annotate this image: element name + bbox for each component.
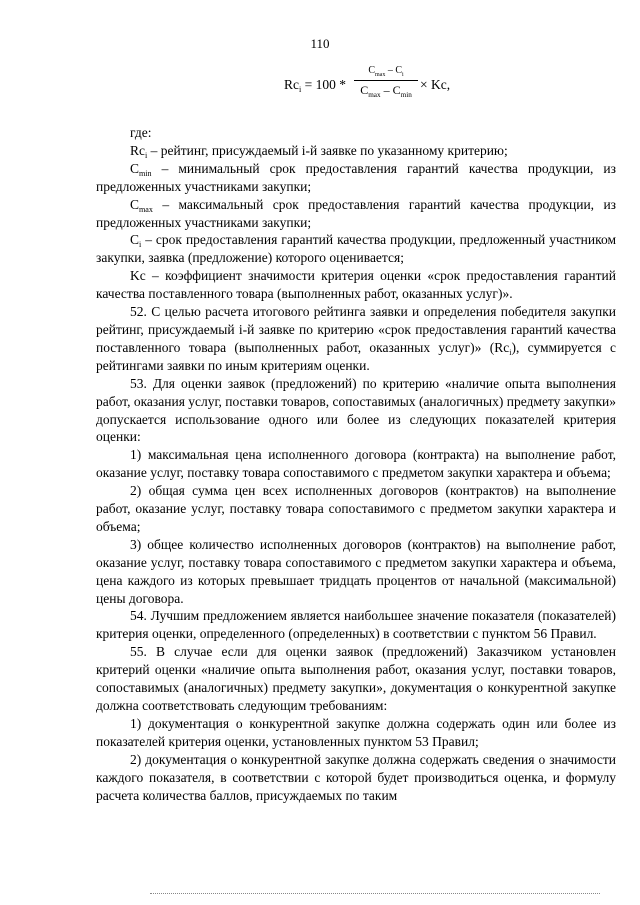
document-body — [96, 124, 616, 804]
scan-edge-line — [150, 893, 600, 894]
definition-rci: $Rc_i$ – рейтинг, присуждаемый i-й заявке по указанному критерию; — [130, 142, 508, 160]
paragraph-53-item-1: 1) максимальная цена исполненного договора (контракта) на выполнение работ, оказание услуг, поставку товара сопоставимого с предметом закупки характера и объема; — [96, 447, 616, 481]
formula-lhs: $Rc_i = 100$ * — [284, 77, 346, 94]
page-number: 110 — [310, 36, 330, 51]
formula-fraction — [354, 64, 418, 97]
rating-formula — [284, 64, 454, 104]
formula-rhs: × Kc, — [420, 77, 451, 92]
paragraph-55-item-1: 1) документация о конкурентной закупке должна содержать один или более из показателей критерия оценки, установленных пунктом 53 Правил; — [96, 715, 616, 749]
where-label: где: — [130, 125, 152, 140]
paragraph-53-item-3: 3) общее количество исполненных договоров (контрактов) на выполнение работ, оказание услуг, поставку товара сопоставимого с предметом закупки характера и объема, цена каждого из которых превышает тридцать процентов от начальной (максимальной) цены договора. — [96, 536, 616, 606]
paragraph-55: 55. В случае если для оценки заявок (предложений) Заказчиком установлен критерий оценки «наличие опыта выполнения работ, оказания услуг, поставки товаров, сопоставимых (аналогичных) предмету закупки», документация о конкурентной закупке должна соответствовать следующим требованиям: — [96, 644, 616, 713]
formula-numerator: $C_{max} - C_i$ — [368, 65, 404, 78]
paragraph-52: 52. С целью расчета итогового рейтинга заявки и определения победителя закупки рейтинг, присуждаемый i-й заявке по критерию «срок предоставления гарантий качества поставленного товара (выполненных работ, оказанных услуг)» $(Rc_i)$, суммируется с рейтингами заявки по иным критериям оценки. — [96, 304, 616, 373]
definition-kc: Kc – коэффициент значимости критерия оценки «срок предоставления гарантий качества поставленного товара (выполненных работ, оказанных услуг)». — [96, 268, 616, 302]
definition-ci: $C_i$ – срок предоставления гарантий качества продукции, предложенный участником закупки, заявка (предложение) которого оценивается; — [96, 232, 616, 266]
paragraph-53: 53. Для оценки заявок (предложений) по критерию «наличие опыта выполнения работ, оказания услуг, поставки товаров, сопоставимых (аналогичных) предмету закупки» допускается использование одного или более из следующих показателей критерия оценки: — [96, 375, 616, 445]
paragraph-54: 54. Лучшим предложением является наибольшее значение показателя (показателей) критерия оценки, определенного (определенных) в соответствии с пунктом 56 Правил. — [96, 608, 616, 642]
paragraph-55-item-2: 2) документация о конкурентной закупке должна содержать сведения о значимости каждого показателя, в соответствии с которой будет производиться оценка, и формулу расчета количества баллов, присуждаемых по таким — [96, 751, 616, 803]
paragraph-53-item-2: 2) общая сумма цен всех исполненных договоров (контрактов) на выполнение работ, оказание услуг, поставку товара сопоставимого с предметом закупки характера и объема; — [96, 483, 616, 534]
definition-cmin: $C_{min}$ – минимальный срок предоставления гарантий качества продукции, из предложенных участниками закупки; — [96, 160, 616, 194]
formula-denominator: $C_{max} - C_{min}$ — [360, 83, 412, 99]
definition-cmax: $C_{max}$ – максимальный срок предоставления гарантий качества продукции, из предложенных участниками закупки; — [96, 196, 616, 230]
fraction-bar — [354, 80, 418, 81]
